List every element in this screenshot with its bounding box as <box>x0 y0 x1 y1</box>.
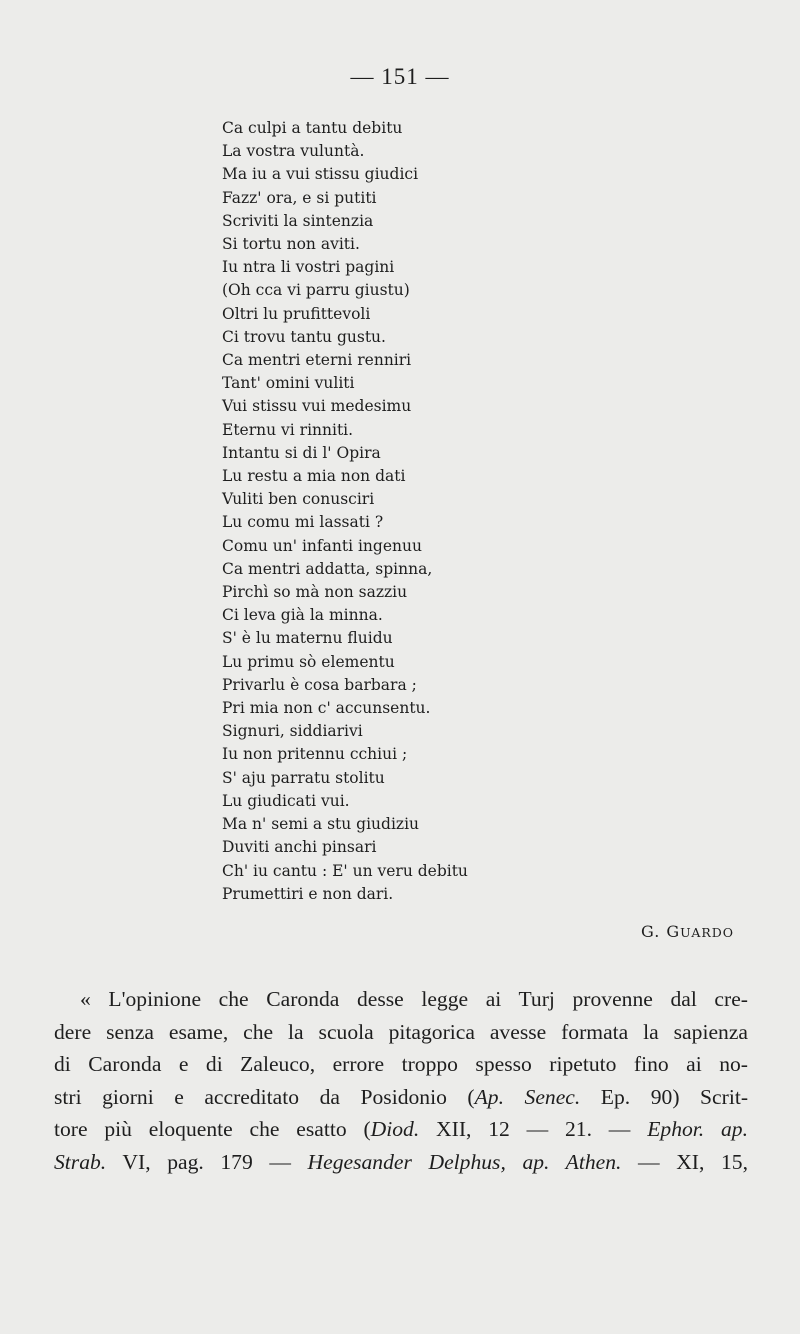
poem-line: Signuri, siddiarivi <box>222 722 363 741</box>
signature-name-first: G <box>666 922 681 941</box>
poem-line: Comu un' infanti ingenuu <box>222 536 422 555</box>
prose-text: tore più eloquente che esatto ( <box>54 1117 371 1142</box>
citation: Ap. Senec. <box>474 1084 581 1109</box>
poem-line: Si tortu non aviti. <box>222 235 360 254</box>
poem <box>222 117 468 906</box>
poem-line: Iu non pritennu cchiui ; <box>222 745 408 764</box>
poem-line: Lu primu sò elementu <box>222 652 395 671</box>
poem-line: S' è lu maternu fluidu <box>222 629 393 648</box>
poem-line: Pri mia non c' accunsentu. <box>222 699 431 718</box>
poem-line: Fazz' ora, e si putiti <box>222 188 377 207</box>
poem-line: Prumettiri e non dari. <box>222 884 394 903</box>
poem-line: Privarlu è cosa barbara ; <box>222 675 417 694</box>
prose-text: stri giorni e accreditato da Posidonio ( <box>54 1084 475 1109</box>
poem-line: Scriviti la sintenzia <box>222 211 374 230</box>
prose-line <box>54 1081 748 1114</box>
poem-line: Ca mentri addatta, spinna, <box>222 559 433 578</box>
poem-line: Ca mentri eterni renniri <box>222 351 412 370</box>
prose-line: « L'opinione che Caronda desse legge ai Turj provenne dal cre- <box>80 987 748 1011</box>
poem-line: Eternu vi rinniti. <box>222 420 354 439</box>
signature <box>641 922 734 941</box>
poem-line: Lu comu mi lassati ? <box>222 513 384 532</box>
poem-line: Lu giudicati vui. <box>222 791 350 810</box>
citation: Ephor. ap. <box>647 1117 748 1142</box>
poem-line: Duviti anchi pinsari <box>222 838 377 857</box>
poem-line: S' aju parratu stolitu <box>222 768 385 787</box>
poem-line: Ci leva già la minna. <box>222 606 383 625</box>
citation: Diod. <box>370 1117 420 1142</box>
prose-line <box>54 1146 748 1179</box>
page-number: — 151 — <box>350 64 450 89</box>
citation: Hegesander Delphus, ap. Athen. <box>307 1149 622 1174</box>
poem-line: Tant' omini vuliti <box>222 374 355 393</box>
prose-text: Ep. 90) Scrit- <box>580 1084 749 1109</box>
poem-line: Ci trovu tantu gustu. <box>222 327 386 346</box>
poem-line: Ma iu a vui stissu giudici <box>222 165 419 184</box>
poem-line: Ma n' semi a stu giudiziu <box>222 815 420 834</box>
poem-line: Oltri lu prufittevoli <box>222 304 371 323</box>
prose-text: VI, pag. 179 — <box>106 1149 308 1174</box>
poem-line: Iu ntra li vostri pagini <box>222 258 395 277</box>
poem-line: La vostra vuluntà. <box>222 142 365 161</box>
poem-line: Vuliti ben conusciri <box>222 490 375 509</box>
poem-line: Lu restu a mia non dati <box>222 467 406 486</box>
prose-text: XII, 12 — 21. — <box>419 1117 648 1142</box>
prose-paragraph <box>54 983 748 1179</box>
poem-line: Pirchì so mà non sazziu <box>222 583 408 602</box>
poem-line: Ch' iu cantu : E' un veru debitu <box>222 861 468 880</box>
prose-text: — XI, 15, <box>621 1149 748 1174</box>
poem-line: Intantu si di l' Opira <box>222 443 381 462</box>
prose-line: dere senza esame, che la scuola pitagorica avesse formata la sapienza <box>54 1019 748 1044</box>
citation: Strab. <box>54 1149 107 1174</box>
signature-name-rest: UARDO <box>680 925 735 940</box>
poem-line: Ca culpi a tantu debitu <box>222 119 403 137</box>
prose-line: di Caronda e di Zaleuco, errore troppo spesso ripetuto fino ai no- <box>54 1052 748 1077</box>
signature-initial: G. <box>641 922 661 941</box>
prose-line <box>54 1113 748 1146</box>
poem-line: Vui stissu vui medesimu <box>222 397 412 416</box>
poem-line: (Oh cca vi parru giustu) <box>222 281 410 300</box>
